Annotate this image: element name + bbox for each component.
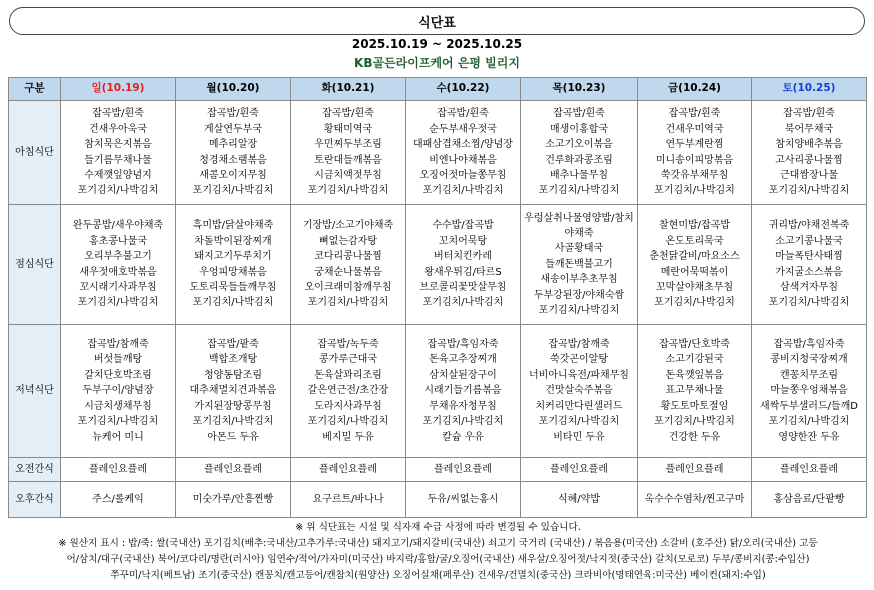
menu-item: 잡곡밥/단호박죽 [659,339,730,351]
menu-item: 비타민 두유 [553,431,605,443]
menu-cell [61,205,176,325]
menu-cell [61,458,176,482]
menu-item: 건새우아욱국 [89,123,147,135]
change-notice: ※ 위 식단표는 시설 및 식자재 수급 사정에 따라 변경될 수 있습니다. [295,522,581,533]
menu-item: 시래기들기름볶음 [424,385,502,397]
menu-item: 포기김치/나박김치 [77,185,159,197]
menu-item: 미니송이피망볶음 [655,154,734,166]
menu-item: 포기김치/나박김치 [654,185,735,197]
menu-item: 두유/씨없는홍시 [427,493,499,505]
menu-item: 북어무채국 [784,123,834,135]
menu-item: 포기김치/나박김치 [77,297,159,309]
menu-item: 잡곡밥/흰죽 [553,108,605,120]
menu-item: 포기김치/나박김치 [654,416,735,428]
menu-item: 소고기강된국 [665,354,724,366]
menu-item: 찰현미밥/잡곡밥 [659,220,730,232]
menu-item: 잡곡밥/참깨죽 [87,339,149,351]
menu-item: 잡곡밥/흰죽 [668,108,721,120]
menu-item: 포기김치/나박김치 [654,297,735,309]
menu-item: 플레인요플레 [550,463,608,475]
menu-item: 궁채순나물볶음 [314,266,382,278]
menu-cell [291,205,406,325]
menu-item: 갈치단호박조림 [84,369,152,381]
menu-item: 완두콩밥/새우야채죽 [72,220,164,232]
menu-item: 오리부추불고기 [84,251,152,263]
menu-item: 뼈없는감자탕 [319,235,377,247]
menu-item: 메추리알장 [208,139,258,151]
menu-item: 참치양배추볶음 [775,139,843,151]
menu-item: 플레인요플레 [434,463,492,475]
menu-cell [638,205,752,325]
meal-row-dinner [9,325,867,458]
meal-row-breakfast [9,101,867,205]
menu-cell [521,458,638,482]
menu-cell [638,458,752,482]
menu-item: 잡곡밥/흑임자죽 [427,339,499,351]
menu-item: 칼슘 우유 [442,431,484,443]
menu-item: 오징어젓마늘쫑무침 [419,169,507,181]
menu-item: 포기김치/나박김치 [192,297,274,309]
menu-item: 고사리콩나물찜 [775,154,843,166]
menu-item: 건맛살숙주볶음 [545,385,613,397]
meal-label-lunch: 점심식단 [9,205,61,325]
menu-item: 꼬치어묵탕 [438,235,488,247]
menu-item: 포기김치/나박김치 [768,185,850,197]
menu-item: 수수밥/잡곡밥 [432,220,494,232]
meal-label-am-snack: 오전간식 [9,458,61,482]
menu-item: 청경채소램볶음 [199,154,267,166]
menu-item: 포기김치/나박김치 [422,416,504,428]
menu-item: 표고무채나물 [665,385,724,397]
menu-cell [752,325,867,458]
menu-cell [406,325,521,458]
menu-item: 뉴케어 미니 [92,431,144,443]
menu-item: 도토리묵들들깨무침 [189,281,277,293]
menu-cell [291,101,406,205]
menu-item: 잡곡밥/흰죽 [437,108,489,120]
menu-item: 황도토마토절임 [660,400,729,412]
header-day-5: 금(10.24) [638,78,752,101]
menu-item: 치커리만다린샐러드 [535,400,623,412]
menu-cell [752,101,867,205]
menu-item: 두부강된장/야채숙쌈 [533,289,625,301]
menu-item: 버섯들깨탕 [93,354,143,366]
meal-label-pm-snack: 오후간식 [9,482,61,518]
menu-item: 무채유자청무침 [429,400,497,412]
header-day-1: 월(10.20) [176,78,291,101]
menu-item: 포기김치/나박김치 [192,416,274,428]
menu-cell [291,325,406,458]
menu-cell [638,325,752,458]
menu-item: 홍초콩나물국 [89,235,147,247]
menu-cell [291,482,406,518]
menu-item: 소고기콩나물국 [775,235,843,247]
menu-title-box [9,7,865,35]
menu-item: 우엉피망채볶음 [199,266,267,278]
header-day-0: 일(10.19) [61,78,176,101]
menu-item: 돼지고기두루치기 [194,251,272,263]
menu-cell [521,205,638,325]
menu-item: 시금치액젓무침 [314,169,382,181]
menu-item: 포기김치/나박김치 [538,185,620,197]
menu-item: 포기김치/나박김치 [538,416,620,428]
menu-cell [638,101,752,205]
menu-item: 게살연두부국 [204,123,262,135]
menu-item: 포기김치/나박김치 [307,185,389,197]
menu-item: 대패삼겹채소찜/양념장 [413,139,513,151]
menu-item: 왕새우튀김/타르S [424,266,502,278]
menu-period: 2025.10.19 ~ 2025.10.25 [351,37,523,51]
menu-item: 새우젓애호박볶음 [79,266,157,278]
menu-item: 새콤오이지무침 [199,169,267,181]
menu-item: 토란대들깨볶음 [314,154,382,166]
menu-item: 옥수수수염차/찐고구마 [644,493,745,505]
menu-cell [61,101,176,205]
header-category: 구분 [9,78,61,101]
menu-item: 도라지사과무침 [314,400,382,412]
menu-item: 두부구이/양념장 [82,385,154,397]
meal-label-dinner: 저녁식단 [9,325,61,458]
notes-section [10,520,866,584]
menu-item: 백합조개탕 [208,354,258,366]
menu-cell [752,458,867,482]
menu-item: 잡곡밥/흰죽 [92,108,144,120]
menu-item: 삼치살된장구이 [429,369,497,381]
menu-table [8,77,867,518]
menu-item: 새송이부추초무침 [540,274,618,286]
menu-item: 건강한 두유 [668,431,721,443]
menu-item: 플레인요플레 [780,463,838,475]
menu-cell [406,458,521,482]
menu-item: 잡곡밥/흑임자죽 [773,339,845,351]
menu-item: 참치묵은지볶음 [84,139,152,151]
menu-item: 귀리밥/야채전복죽 [768,220,850,232]
menu-item: 대추채멸치견과볶음 [189,385,277,397]
menu-cell [406,101,521,205]
menu-cell [176,205,291,325]
meal-label-breakfast: 아침식단 [9,101,61,205]
menu-item: 꼬막살야채초무침 [655,281,734,293]
menu-item: 버터치킨카레 [434,251,492,263]
menu-item: 온도토리묵국 [665,235,724,247]
menu-item: 너비아니육전/파채무침 [529,369,629,381]
menu-cell [521,482,638,518]
menu-item: 포기김치/나박김치 [307,297,389,309]
menu-item: 사골황태국 [554,243,604,255]
menu-item: 흑미밥/닭살야채죽 [192,220,274,232]
menu-item: 수제깻잎양념지 [84,169,152,181]
menu-item: 비엔나야채볶음 [429,154,497,166]
menu-item: 건새우미역국 [665,123,724,135]
origin-notes [10,536,866,584]
menu-item: 포기김치/나박김치 [77,416,159,428]
header-day-3: 수(10.22) [406,78,521,101]
meal-row-lunch [9,205,867,325]
menu-item: 근대쌈장나물 [780,169,838,181]
menu-item: 가지된장땅콩무침 [194,400,272,412]
menu-item: 홍삼음료/단팥빵 [773,493,845,505]
header-day-2: 화(10.21) [291,78,406,101]
menu-item: 포기김치/나박김치 [768,416,850,428]
menu-item: 브로콜리꽃맛살무침 [419,281,507,293]
menu-item: 캔꽁치무조림 [780,369,838,381]
menu-item: 주스/롤케익 [92,493,144,505]
menu-item: 쑥갓유부채무침 [660,169,729,181]
menu-cell [61,482,176,518]
menu-item: 삼색겨자무침 [780,281,838,293]
menu-item: 갈은연근전/초간장 [307,385,389,397]
menu-item: 포기김치/나박김치 [768,297,850,309]
menu-cell [752,482,867,518]
menu-item: 식혜/약밥 [557,493,600,505]
menu-item: 잡곡밥/흰죽 [207,108,259,120]
menu-item: 요구르트/바나나 [312,493,384,505]
menu-item: 포기김치/나박김치 [307,416,389,428]
menu-item: 포기김치/나박김치 [192,185,274,197]
menu-item: 아몬드 두유 [207,431,259,443]
menu-item: 돈육고추장찌개 [429,354,497,366]
menu-item: 포기김치/나박김치 [422,297,504,309]
menu-item: 돈육깻잎볶음 [665,369,724,381]
menu-cell [638,482,752,518]
menu-item: 잡곡밥/참깨죽 [548,339,610,351]
menu-cell [291,458,406,482]
menu-cell [406,482,521,518]
menu-item: 기장밥/소고기야채죽 [302,220,394,232]
menu-item: 쑥갓곤이알탕 [550,354,608,366]
menu-item: 마늘쫑우엉채볶음 [770,385,848,397]
menu-item: 소고기오이볶음 [545,139,613,151]
menu-cell [752,205,867,325]
menu-item: 코다리콩나물찜 [314,251,382,263]
menu-item: 황태미역국 [323,123,373,135]
menu-item: 차돌박이된장찌개 [194,235,272,247]
menu-item: 플레인요플레 [319,463,377,475]
menu-item: 콩비지청국장찌개 [770,354,848,366]
menu-cell [176,458,291,482]
menu-item: 우렁살취나물영양밥/참치야채죽 [524,212,634,239]
menu-item: 포기김치/나박김치 [538,305,620,317]
meal-row-am-snack [9,458,867,482]
menu-item: 베지밀 두유 [322,431,374,443]
menu-item: 꼬시래기사과무침 [79,281,157,293]
menu-item: 건루화과콩조림 [545,154,613,166]
table-body [9,101,867,518]
menu-item: 영양한잔 두유 [778,431,840,443]
menu-item: 시금치생채무침 [84,400,152,412]
menu-item: 잡곡밥/팥죽 [207,339,259,351]
menu-item: 잡곡밥/흰죽 [783,108,835,120]
menu-item: 순두부새우젓국 [429,123,497,135]
header-day-4: 목(10.23) [521,78,638,101]
menu-item: 연두부계란찜 [665,139,724,151]
origin-line: 어/삼치/대구(국내산) 북어/코다리/명란(러시아) 임연수/적어/가자미(미국산) 바지락/홍합/굴/오징어(국내산) 새우살/오징어젓/낙지젓(중국산) 갈치(모로코) 두부/콩비지(콩:수입산) [66,554,810,565]
menu-item: 매생이홍합국 [550,123,608,135]
menu-cell [176,482,291,518]
page-title: 식단표 [418,15,456,31]
menu-cell [521,101,638,205]
menu-item: 청양동탐조림 [204,369,262,381]
meal-row-pm-snack [9,482,867,518]
menu-item: 플레인요플레 [89,463,147,475]
menu-item: 오이크래미참깨무침 [304,281,392,293]
venue-name: KB골든라이프케어 은평 빌리지 [354,56,520,70]
menu-cell [61,325,176,458]
menu-item: 잡곡밥/흰죽 [322,108,374,120]
menu-cell [406,205,521,325]
menu-item: 배추나물무침 [550,169,608,181]
menu-item: 콩가루근대국 [319,354,377,366]
menu-item: 춘천닭갈비/마요소스 [649,251,740,263]
menu-item: 우민찌두부조림 [314,139,382,151]
menu-item: 플레인요플레 [204,463,262,475]
menu-cell [521,325,638,458]
menu-item: 가지굴소스볶음 [775,266,843,278]
table-header-row [9,78,867,101]
menu-item: 포기김치/나박김치 [422,185,504,197]
menu-item: 마늘폭탄사태찜 [775,251,843,263]
menu-item: 들기름무채나물 [84,154,152,166]
origin-line: 쭈꾸미/낙지(베트남) 조기(중국산) 캔꽁치/캔고등어/캔참치(원양산) 오징어실채(페루산) 건새우/건멸치(중국산) 크라비아(명태연육:미국산) 베이컨(돼지:수입) [110,570,766,581]
menu-item: 새싹두부샐러드/들깨D [759,400,858,412]
menu-item: 돈육살꽈리조림 [314,369,382,381]
menu-item: 미숫가루/안흥찐빵 [192,493,274,505]
menu-cell [176,325,291,458]
menu-item: 메란어묵떡볶이 [660,266,729,278]
header-day-6: 토(10.25) [752,78,867,101]
menu-item: 플레인요플레 [665,463,724,475]
menu-item: 들깨돈백불고기 [545,258,613,270]
menu-item: 잡곡밥/녹두죽 [317,339,379,351]
menu-cell [176,101,291,205]
origin-line: ※ 원산지 표시 : 밥/죽: 쌀(국내산) 포기김치(배추:국내산/고추가루:국내산) 돼지고기/돼지갈비(국내산) 쇠고기 국거리 (국내산) / 볶음용(미국산) 소갈비 (호주산) 닭/오리(국내산) 고등 [58,538,818,549]
